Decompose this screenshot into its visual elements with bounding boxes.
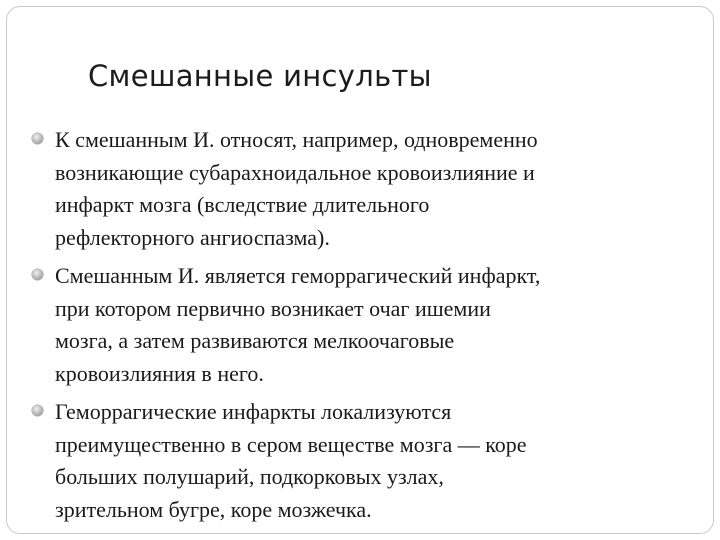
bullet-text-line: инфаркт мозга (вследствие длительного [55, 192, 430, 217]
bullet-item-1 [20, 124, 700, 254]
bullet-list [20, 124, 700, 532]
bullet-text-line: мозга, а затем развиваются мелкоочаговые [55, 328, 455, 353]
bullet-dot-icon [32, 133, 43, 144]
bullet-item-2 [20, 260, 700, 390]
bullet-text-line: больших полушарий, подкорковых узлах, [55, 464, 444, 489]
bullet-text-line: при котором первично возникает очаг ишемии [55, 295, 491, 321]
bullet-text-line: кровоизлияния в него. [55, 360, 264, 386]
bullet-text-line: Геморрагические инфаркты локализуются [55, 399, 452, 424]
bullet-dot-icon [32, 269, 43, 280]
bullet-text-line: зрительном бугре, коре мозжечка. [55, 496, 372, 522]
bullet-text-line: Смешанным И. является геморрагический инфаркт, [55, 263, 541, 288]
bullet-item-3 [20, 396, 700, 526]
slide-frame [6, 6, 714, 534]
slide-title: Смешанные инсульты [88, 59, 432, 93]
bullet-text-line: рефлекторного ангиоспазма). [55, 224, 330, 250]
bullet-text-line: К смешанным И. относят, например, одновременно [55, 127, 538, 152]
bullet-dot-icon [32, 405, 43, 416]
bullet-text-line: возникающие субарахноидальное кровоизлияние и [55, 159, 535, 185]
bullet-text-line: преимущественно в сером веществе мозга — коре [55, 431, 527, 457]
